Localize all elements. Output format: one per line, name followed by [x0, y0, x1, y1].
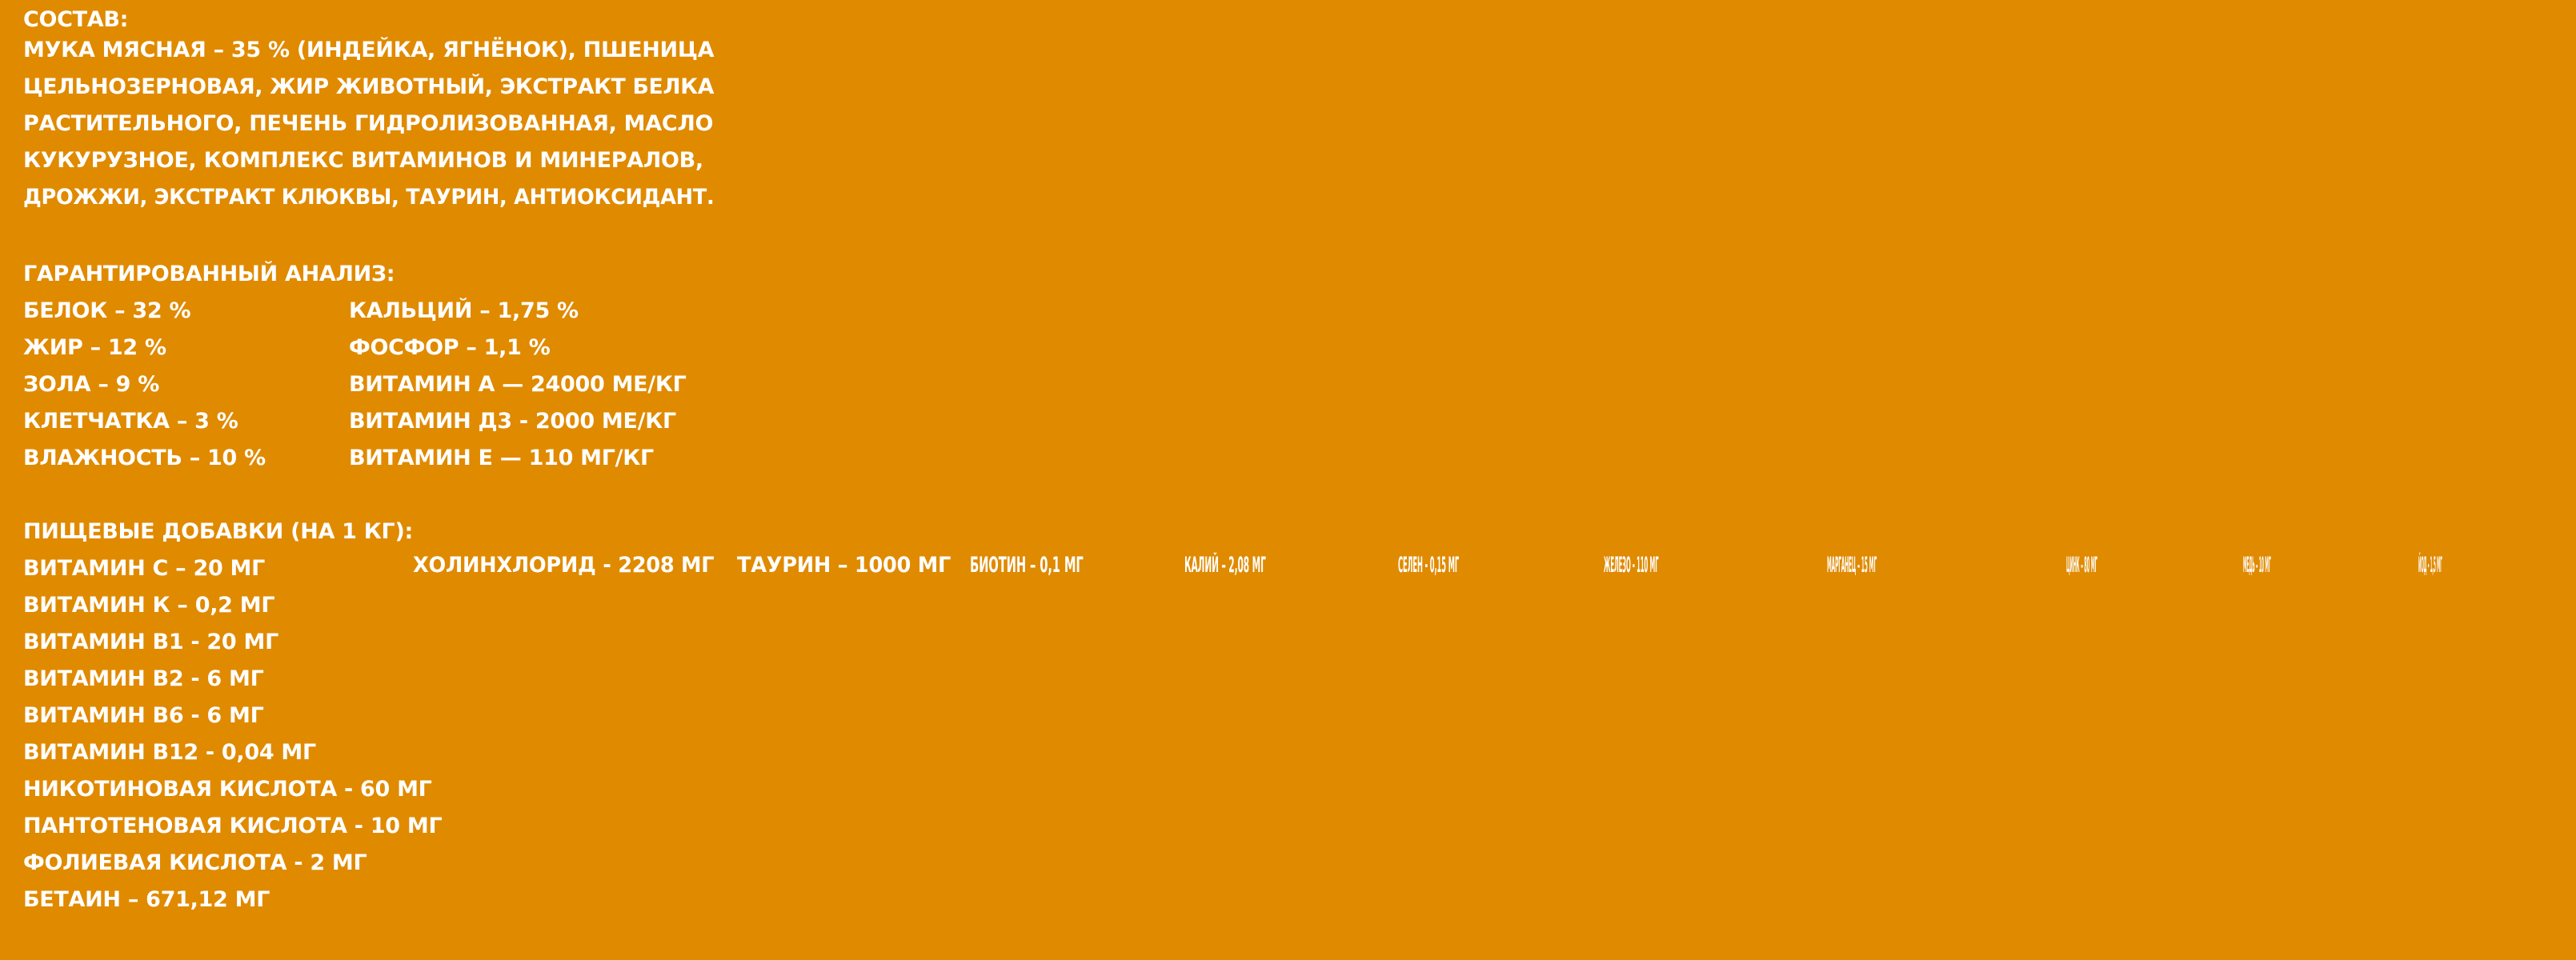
- analysis-item: БЕЛОК – 32 %: [23, 298, 191, 323]
- additives-right-column: [413, 547, 2576, 584]
- analysis-left-column: [23, 293, 266, 477]
- composition-line: ДРОЖЖИ, ЭКСТРАКТ КЛЮКВЫ, ТАУРИН, АНТИОКСИДАНТ.: [23, 185, 715, 210]
- additives-left-column: [23, 550, 442, 918]
- additive-item: МЕДЬ – 10 МГ: [2243, 553, 2271, 578]
- additive-item: ПАНТОТЕНОВАЯ КИСЛОТА - 10 МГ: [23, 814, 443, 838]
- analysis-item: ЖИР – 12 %: [23, 335, 166, 360]
- additive-item: ЖЕЛЕЗО - 110 МГ: [1603, 553, 1659, 578]
- additive-item: СЕЛЕН - 0,15 МГ: [1398, 553, 1460, 578]
- analysis-item: КАЛЬЦИЙ – 1,75 %: [349, 298, 579, 323]
- analysis-item: ВИТАМИН Д3 - 2000 МЕ/КГ: [349, 409, 676, 434]
- additive-item: ЦИНК – 80 МГ: [2066, 553, 2097, 578]
- analysis-item: ВЛАЖНОСТЬ – 10 %: [23, 446, 266, 470]
- composition-line: РАСТИТЕЛЬНОГО, ПЕЧЕНЬ ГИДРОЛИЗОВАННАЯ, МАСЛО: [23, 111, 714, 136]
- analysis-title: ГАРАНТИРОВАННЫЙ АНАЛИЗ:: [23, 262, 395, 286]
- additive-item: БИОТИН – 0,1 МГ: [969, 553, 1084, 578]
- composition-line: МУКА МЯСНАЯ – 35 % (ИНДЕЙКА, ЯГНЁНОК), ПШЕНИЦА: [23, 38, 715, 62]
- analysis-item: КЛЕТЧАТКА – 3 %: [23, 409, 238, 434]
- analysis-item: ВИТАМИН А — 24000 МЕ/КГ: [349, 372, 687, 397]
- additive-item: КАЛИЙ – 2,08 МГ: [1184, 553, 1266, 578]
- analysis-item: ВИТАМИН Е — 110 МГ/КГ: [349, 446, 654, 470]
- composition-text: [23, 32, 715, 216]
- additives-title: ПИЩЕВЫЕ ДОБАВКИ (НА 1 КГ):: [23, 519, 413, 544]
- additive-item: ФОЛИЕВАЯ КИСЛОТА - 2 МГ: [23, 850, 367, 875]
- additive-item: ВИТАМИН В6 - 6 МГ: [23, 703, 264, 728]
- analysis-right-column: [349, 293, 687, 477]
- additive-item: ВИТАМИН В1 - 20 МГ: [23, 630, 278, 654]
- additive-item: ВИТАМИН В2 - 6 МГ: [23, 666, 264, 691]
- composition-line: КУКУРУЗНОЕ, КОМПЛЕКС ВИТАМИНОВ И МИНЕРАЛОВ,: [23, 148, 703, 173]
- additive-item: ВИТАМИН В12 - 0,04 МГ: [23, 740, 316, 765]
- additive-item: МАРГАНЕЦ – 15 МГ: [1826, 553, 1877, 578]
- additive-item: ВИТАМИН С – 20 МГ: [23, 556, 266, 581]
- analysis-item: ЗОЛА – 9 %: [23, 372, 159, 397]
- additive-item: ЙОД - 1,5 МГ: [2418, 553, 2442, 578]
- additive-item: ВИТАМИН К – 0,2 МГ: [23, 593, 275, 618]
- additive-item: ТАУРИН – 1000 МГ: [737, 553, 951, 578]
- composition-title: СОСТАВ:: [23, 7, 129, 32]
- composition-line: ЦЕЛЬНОЗЕРНОВАЯ, ЖИР ЖИВОТНЫЙ, ЭКСТРАКТ БЕЛКА: [23, 74, 715, 99]
- additive-item: БЕТАИН – 671,12 МГ: [23, 887, 270, 912]
- analysis-item: ФОСФОР – 1,1 %: [349, 335, 551, 360]
- additive-item: НИКОТИНОВАЯ КИСЛОТА - 60 МГ: [23, 777, 432, 802]
- additive-item: ХОЛИНХЛОРИД - 2208 МГ: [413, 553, 715, 578]
